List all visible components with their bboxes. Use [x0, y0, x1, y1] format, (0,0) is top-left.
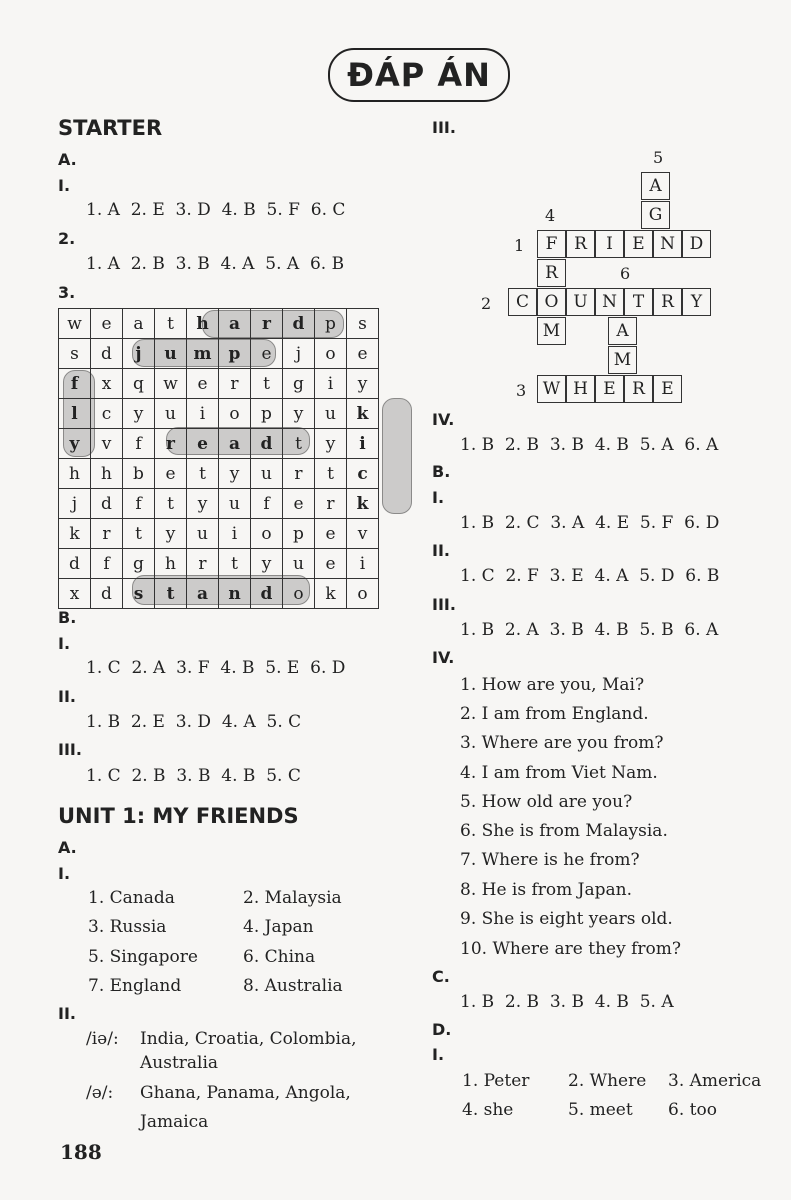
- sentence-item: 2. I am from England.: [460, 704, 649, 724]
- word-search-cell: d: [91, 339, 123, 369]
- word-search-cell: r: [155, 429, 187, 459]
- word-search-cell: w: [59, 309, 91, 339]
- schwa-words-line1: Ghana, Panama, Angola,: [140, 1083, 351, 1103]
- word-search-cell: b: [123, 459, 155, 489]
- right-iv-label: IV.: [432, 410, 455, 429]
- word-search-cell: v: [91, 429, 123, 459]
- word-search-cell: u: [251, 459, 283, 489]
- sentence-item: 8. He is from Japan.: [460, 880, 632, 900]
- crossword-cell: U: [566, 288, 595, 316]
- word-search-cell: e: [315, 549, 347, 579]
- word-search-cell: e: [91, 309, 123, 339]
- word-search-cell: y: [347, 369, 379, 399]
- fill-word: 3. America: [668, 1071, 762, 1091]
- word-search-cell: f: [123, 429, 155, 459]
- word-search-cell: e: [283, 489, 315, 519]
- a1-answers: 1. A 2. E 3. D 4. B 5. F 6. C: [86, 200, 346, 220]
- word-search-cell: a: [187, 579, 219, 609]
- word-search-row: [59, 309, 379, 339]
- crossword-cell: A: [641, 172, 670, 200]
- sentence-item: 4. I am from Viet Nam.: [460, 763, 658, 783]
- crossword-cell: A: [608, 317, 637, 345]
- highlight-kick: [382, 398, 412, 514]
- word-search-cell: i: [347, 549, 379, 579]
- word-search-cell: m: [187, 339, 219, 369]
- word-search-cell: y: [315, 429, 347, 459]
- word-search-cell: t: [283, 429, 315, 459]
- section-a-label: A.: [58, 150, 77, 169]
- word-search-row: [59, 489, 379, 519]
- word-search-cell: d: [91, 579, 123, 609]
- word-search-cell: u: [155, 399, 187, 429]
- word-search-cell: o: [283, 579, 315, 609]
- right-b2-answers: 1. C 2. F 3. E 4. A 5. D 6. B: [460, 566, 720, 586]
- word-search-cell: d: [251, 579, 283, 609]
- c-answers: 1. B 2. B 3. B 4. B 5. A: [460, 992, 674, 1012]
- word-search-cell: g: [283, 369, 315, 399]
- sentence-item: 5. How old are you?: [460, 792, 633, 812]
- fill-word: 4. she: [462, 1100, 514, 1120]
- word-search-cell: r: [251, 309, 283, 339]
- unit1-a1-label: I.: [58, 864, 71, 883]
- word-search-cell: y: [155, 519, 187, 549]
- country-item: 8. Australia: [243, 976, 343, 996]
- word-search-cell: i: [347, 429, 379, 459]
- word-search-cell: s: [59, 339, 91, 369]
- word-search-cell: w: [155, 369, 187, 399]
- word-search-cell: a: [123, 309, 155, 339]
- crossword-cell: F: [537, 230, 566, 258]
- word-search-cell: t: [187, 459, 219, 489]
- section-b-label: B.: [58, 608, 77, 627]
- sentence-item: 10. Where are they from?: [460, 939, 681, 959]
- crossword-cell: E: [653, 375, 682, 403]
- crossword-number: 6: [620, 264, 631, 283]
- right-b4-label: IV.: [432, 648, 455, 667]
- word-search-cell: l: [59, 399, 91, 429]
- sentence-item: 3. Where are you from?: [460, 733, 664, 753]
- word-search-row: [59, 579, 379, 609]
- word-search-cell: j: [59, 489, 91, 519]
- page-number: 188: [60, 1140, 102, 1164]
- word-search-cell: f: [91, 549, 123, 579]
- crossword-cell: Y: [682, 288, 711, 316]
- word-search-cell: o: [219, 399, 251, 429]
- word-search-cell: y: [123, 399, 155, 429]
- crossword-cell: N: [653, 230, 682, 258]
- word-search-cell: e: [187, 369, 219, 399]
- word-search-cell: a: [219, 429, 251, 459]
- crossword-cell: M: [608, 346, 637, 374]
- crossword-cell: G: [641, 201, 670, 229]
- word-search-cell: y: [283, 399, 315, 429]
- word-search-cell: f: [123, 489, 155, 519]
- word-search-cell: j: [123, 339, 155, 369]
- word-search-cell: c: [91, 399, 123, 429]
- crossword-cell: R: [537, 259, 566, 287]
- sentence-item: 9. She is eight years old.: [460, 909, 673, 929]
- word-search-cell: y: [251, 549, 283, 579]
- crossword-cell: M: [537, 317, 566, 345]
- word-search-grid: [58, 308, 379, 609]
- word-search-cell: s: [123, 579, 155, 609]
- word-search-cell: q: [123, 369, 155, 399]
- word-search-cell: i: [187, 399, 219, 429]
- word-search-cell: t: [315, 459, 347, 489]
- word-search-cell: a: [219, 309, 251, 339]
- right-b3-answers: 1. B 2. A 3. B 4. B 5. B 6. A: [460, 620, 719, 640]
- starter-heading: STARTER: [58, 116, 163, 140]
- word-search-cell: r: [315, 489, 347, 519]
- word-search-cell: u: [155, 339, 187, 369]
- page-title: ĐÁP ÁN: [328, 48, 510, 102]
- word-search-cell: y: [59, 429, 91, 459]
- country-item: 1. Canada: [88, 888, 175, 908]
- crossword-cell: I: [595, 230, 624, 258]
- country-item: 3. Russia: [88, 917, 167, 937]
- word-search-cell: i: [315, 369, 347, 399]
- crossword-number: 2: [481, 294, 492, 313]
- crossword-cell: O: [537, 288, 566, 316]
- word-search-cell: p: [315, 309, 347, 339]
- word-search-cell: u: [187, 519, 219, 549]
- word-search-cell: t: [251, 369, 283, 399]
- crossword-cell: R: [624, 375, 653, 403]
- word-search-cell: s: [347, 309, 379, 339]
- word-search-row: [59, 369, 379, 399]
- right-iii-label: III.: [432, 118, 456, 137]
- word-search-row: [59, 399, 379, 429]
- word-search-cell: c: [347, 459, 379, 489]
- word-search-cell: t: [219, 549, 251, 579]
- country-item: 5. Singapore: [88, 947, 198, 967]
- right-d1-label: I.: [432, 1045, 445, 1064]
- crossword-cell: E: [624, 230, 653, 258]
- ia-words-line1: India, Croatia, Colombia,: [140, 1029, 357, 1049]
- word-search-cell: h: [59, 459, 91, 489]
- b1-answers: 1. C 2. A 3. F 4. B 5. E 6. D: [86, 658, 346, 678]
- crossword-number: 5: [653, 148, 664, 167]
- right-b-label: B.: [432, 462, 451, 481]
- sentence-item: 1. How are you, Mai?: [460, 675, 645, 695]
- word-search-cell: h: [91, 459, 123, 489]
- country-item: 6. China: [243, 947, 316, 967]
- crossword-cell: N: [595, 288, 624, 316]
- word-search-cell: e: [251, 339, 283, 369]
- word-search-cell: x: [91, 369, 123, 399]
- right-b3-label: III.: [432, 595, 456, 614]
- word-search-cell: t: [155, 579, 187, 609]
- word-search-row: [59, 459, 379, 489]
- word-search-cell: h: [155, 549, 187, 579]
- country-item: 4. Japan: [243, 917, 314, 937]
- section-b1-label: I.: [58, 634, 71, 653]
- word-search-cell: u: [219, 489, 251, 519]
- unit1-a-label: A.: [58, 838, 77, 857]
- crossword-cell: E: [595, 375, 624, 403]
- crossword-cell: T: [624, 288, 653, 316]
- word-search-row: [59, 339, 379, 369]
- b2-answers: 1. B 2. E 3. D 4. A 5. C: [86, 712, 302, 732]
- word-search-cell: g: [123, 549, 155, 579]
- sentence-item: 7. Where is he from?: [460, 850, 640, 870]
- word-search-cell: f: [59, 369, 91, 399]
- fill-word: 2. Where: [568, 1071, 647, 1091]
- word-search-cell: o: [347, 579, 379, 609]
- word-search-cell: p: [219, 339, 251, 369]
- word-search-cell: y: [219, 459, 251, 489]
- word-search-cell: n: [219, 579, 251, 609]
- word-search-cell: r: [91, 519, 123, 549]
- word-search-cell: t: [155, 489, 187, 519]
- word-search-cell: k: [59, 519, 91, 549]
- fill-word: 5. meet: [568, 1100, 633, 1120]
- unit1-a2-label: II.: [58, 1004, 76, 1023]
- word-search-cell: e: [315, 519, 347, 549]
- right-c-label: C.: [432, 967, 450, 986]
- unit1-heading: UNIT 1: MY FRIENDS: [58, 804, 299, 828]
- word-search-cell: i: [219, 519, 251, 549]
- word-search-cell: j: [283, 339, 315, 369]
- word-search-cell: h: [187, 309, 219, 339]
- word-search-cell: u: [283, 549, 315, 579]
- crossword-cell: H: [566, 375, 595, 403]
- crossword-cell: C: [508, 288, 537, 316]
- word-search-cell: d: [91, 489, 123, 519]
- crossword-cell: W: [537, 375, 566, 403]
- section-b2-label: II.: [58, 687, 76, 706]
- right-b2-label: II.: [432, 541, 450, 560]
- word-search-cell: k: [347, 489, 379, 519]
- phonetic-schwa: /ə/:: [86, 1083, 114, 1103]
- word-search-cell: r: [219, 369, 251, 399]
- sentence-item: 6. She is from Malaysia.: [460, 821, 668, 841]
- word-search-cell: d: [251, 429, 283, 459]
- country-item: 2. Malaysia: [243, 888, 342, 908]
- section-b3-label: III.: [58, 740, 82, 759]
- word-search-cell: t: [155, 309, 187, 339]
- crossword-cell: R: [653, 288, 682, 316]
- word-search-cell: e: [187, 429, 219, 459]
- word-search-row: [59, 549, 379, 579]
- word-search-cell: e: [347, 339, 379, 369]
- iv-answers: 1. B 2. B 3. B 4. B 5. A 6. A: [460, 435, 719, 455]
- word-search-cell: u: [315, 399, 347, 429]
- word-search-row: [59, 429, 379, 459]
- phonetic-ia: /iə/:: [86, 1029, 119, 1049]
- fill-word: 6. too: [668, 1100, 717, 1120]
- section-a2-label: 2.: [58, 229, 76, 248]
- word-search-cell: r: [283, 459, 315, 489]
- crossword-number: 3: [516, 381, 527, 400]
- word-search-cell: e: [155, 459, 187, 489]
- word-search-cell: p: [251, 399, 283, 429]
- word-search-cell: y: [187, 489, 219, 519]
- a2-answers: 1. A 2. B 3. B 4. A 5. A 6. B: [86, 254, 345, 274]
- word-search-cell: v: [347, 519, 379, 549]
- crossword-number: 1: [514, 236, 525, 255]
- word-search-cell: p: [283, 519, 315, 549]
- word-search-cell: k: [347, 399, 379, 429]
- word-search-cell: x: [59, 579, 91, 609]
- word-search-cell: d: [59, 549, 91, 579]
- right-b1-answers: 1. B 2. C 3. A 4. E 5. F 6. D: [460, 513, 720, 533]
- right-b1-label: I.: [432, 488, 445, 507]
- country-item: 7. England: [88, 976, 182, 996]
- word-search-row: [59, 519, 379, 549]
- word-search-cell: t: [123, 519, 155, 549]
- crossword-cell: D: [682, 230, 711, 258]
- section-a3-label: 3.: [58, 283, 76, 302]
- fill-word: 1. Peter: [462, 1071, 530, 1091]
- ia-words-line2: Australia: [140, 1053, 219, 1073]
- schwa-words-line2: Jamaica: [140, 1112, 209, 1132]
- b3-answers: 1. C 2. B 3. B 4. B 5. C: [86, 766, 301, 786]
- right-d-label: D.: [432, 1020, 452, 1039]
- crossword-cell: R: [566, 230, 595, 258]
- word-search-cell: o: [251, 519, 283, 549]
- word-search-cell: f: [251, 489, 283, 519]
- word-search-cell: o: [315, 339, 347, 369]
- word-search-cell: r: [187, 549, 219, 579]
- word-search-cell: k: [315, 579, 347, 609]
- section-a1-label: I.: [58, 176, 71, 195]
- word-search-cell: d: [283, 309, 315, 339]
- crossword-number: 4: [545, 206, 556, 225]
